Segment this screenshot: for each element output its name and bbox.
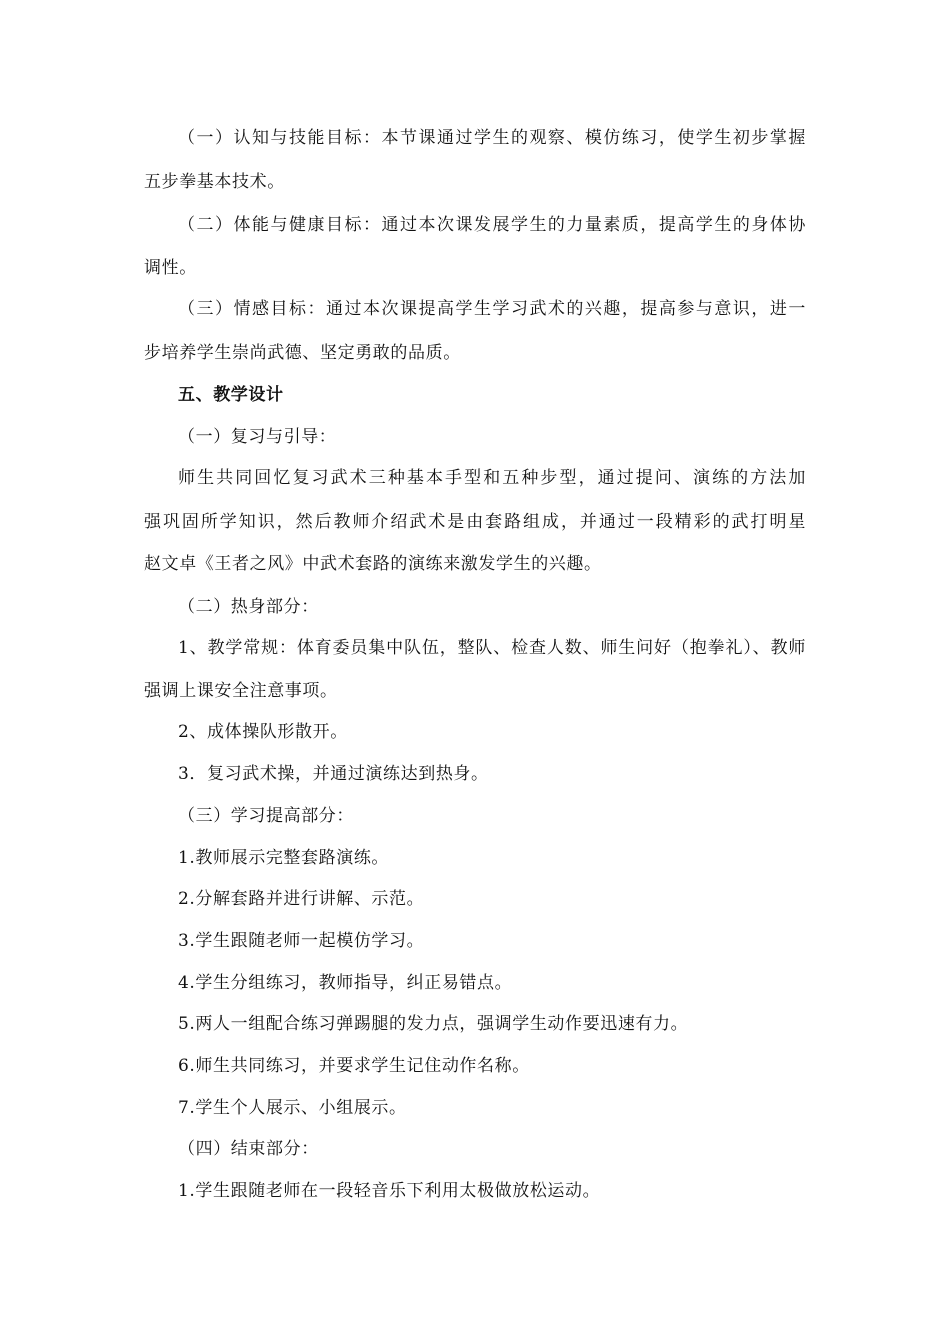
learning-item-6: 6.师生共同练习，并要求学生记住动作名称。 <box>178 1056 530 1076</box>
paragraph-goal-cognitive-line-2: 五步拳基本技术。 <box>144 172 285 192</box>
paragraph-goal-emotion-line-1: （三）情感目标：通过本次课提高学生学习武术的兴趣，提高参与意识，进一 <box>178 299 806 319</box>
paragraph-goal-emotion-line-2: 步培养学生崇尚武德、坚定勇敢的品质。 <box>144 343 461 363</box>
paragraph-goal-fitness-line-1: （二）体能与健康目标：通过本次课发展学生的力量素质，提高学生的身体协 <box>178 215 806 235</box>
ending-item-1: 1.学生跟随老师在一段轻音乐下利用太极做放松运动。 <box>178 1181 601 1201</box>
subheading-review: （一）复习与引导： <box>178 427 337 447</box>
subheading-ending: （四）结束部分： <box>178 1139 319 1159</box>
learning-item-5: 5.两人一组配合练习弹踢腿的发力点，强调学生动作要迅速有力。 <box>178 1014 689 1034</box>
paragraph-review-line-1: 师生共同回忆复习武术三种基本手型和五种步型，通过提问、演练的方法加 <box>178 468 806 488</box>
subheading-warmup: （二）热身部分： <box>178 597 319 617</box>
paragraph-goal-fitness-line-2: 调性。 <box>144 258 197 278</box>
paragraph-warmup-item-1-line-2: 强调上课安全注意事项。 <box>144 681 338 701</box>
learning-item-1: 1.教师展示完整套路演练。 <box>178 848 390 868</box>
learning-item-4: 4.学生分组练习，教师指导，纠正易错点。 <box>178 973 513 993</box>
section-heading-teaching-design: 五、教学设计 <box>178 385 284 405</box>
paragraph-review-line-2: 强巩固所学知识，然后教师介绍武术是由套路组成，并通过一段精彩的武打明星 <box>144 512 806 532</box>
paragraph-goal-cognitive-line-1: （一）认知与技能目标：本节课通过学生的观察、模仿练习，使学生初步掌握 <box>178 128 806 148</box>
subheading-learning: （三）学习提高部分： <box>178 806 354 826</box>
learning-item-7: 7.学生个人展示、小组展示。 <box>178 1098 407 1118</box>
learning-item-2: 2.分解套路并进行讲解、示范。 <box>178 889 425 909</box>
paragraph-warmup-item-3: 3．复习武术操，并通过演练达到热身。 <box>178 764 489 784</box>
paragraph-warmup-item-2: 2、成体操队形散开。 <box>178 722 348 742</box>
paragraph-review-line-3: 赵文卓《王者之风》中武术套路的演练来激发学生的兴趣。 <box>144 554 602 574</box>
learning-item-3: 3.学生跟随老师一起模仿学习。 <box>178 931 425 951</box>
paragraph-warmup-item-1-line-1: 1、教学常规：体育委员集中队伍，整队、检查人数、师生问好（抱拳礼）、教师 <box>178 638 806 658</box>
